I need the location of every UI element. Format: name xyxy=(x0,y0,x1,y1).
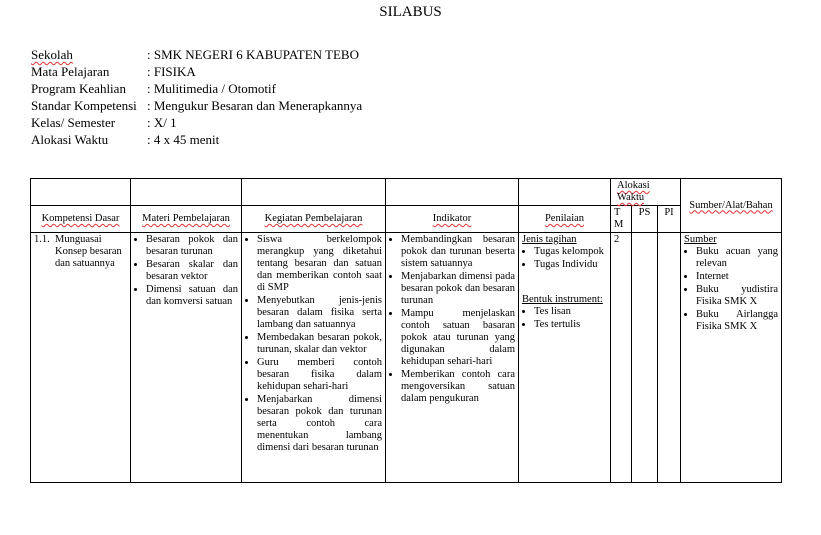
info-row: Mata Pelajaran : FISIKA xyxy=(31,64,196,79)
header-ps: PS xyxy=(632,206,658,233)
header-sumber: Sumber/Alat/Bahan xyxy=(681,179,782,233)
cell-sumber: Sumber • Buku acuan yang relevan • Internet • Buku yudistira Fisika SMK X • Buku Airlangga Fisika SMK X xyxy=(681,233,782,483)
header-indikator: Indikator xyxy=(386,206,519,233)
info-row: Kelas/ Semester : X/ 1 xyxy=(31,115,177,130)
cell-kd xyxy=(31,233,131,483)
info-row: Standar Kompetensi : Mengukur Besaran dan Menerapkannya xyxy=(31,98,363,113)
header-kd: Kompetensi Dasar xyxy=(31,206,131,233)
header-tm: T M xyxy=(611,206,632,233)
kd-text: Munguasai Konsep besaran dan satuannya xyxy=(55,234,122,269)
document-title: SILABUS xyxy=(379,4,442,20)
kd-number: 1.1. xyxy=(34,234,50,245)
header-pi: PI xyxy=(658,206,681,233)
cell-indikator: • Membandingkan besaran pokok dan turunan beserta sistem satuannya • Menjabarkan dimensi pada besaran pokok dan besaran turunan • Mampu menjelaskan contoh satuan basaran pokok atau turunan yang digunakan dalam kehidupan sehari-hari • Memberikan contoh cara mengoversikan satuan dalam pengukuran xyxy=(386,233,519,483)
cell-pi xyxy=(658,233,681,483)
cell-penilaian: Jenis tagihan • Tugas kelompok • Tugas Individu Bentuk instrument: • Tes lisan • Tes tertulis xyxy=(519,233,611,483)
header-kegiatan: Kegiatan Pembelajaran xyxy=(242,206,386,233)
header-penilaian: Penilaian xyxy=(519,206,611,233)
info-row: Sekolah : SMK NEGERI 6 KABUPATEN TEBO xyxy=(31,47,359,62)
info-row: Alokasi Waktu : 4 x 45 menit xyxy=(31,132,220,147)
info-row: Program Keahlian : Mulitimedia / Otomotif xyxy=(31,81,276,96)
cell-ps xyxy=(632,233,658,483)
header-materi: Materi Pembelajaran xyxy=(131,206,242,233)
cell-tm: 2 xyxy=(611,233,632,483)
cell-materi: • Besaran pokok dan besaran turunan • Besaran skalar dan besaran vektor • Dimensi satuan dan dan komversi satuan xyxy=(131,233,242,483)
kd-wrap xyxy=(34,234,127,270)
header-alokasi: Alokasi Waktu xyxy=(611,179,681,206)
cell-kegiatan: • Siswa berkelompok merangkup yang diketahui tentang besaran dan satuan dan memberikan contoh saat di SMP • Menyebutkan jenis-jenis besaran dalam fisika serta lambang dan satuannya • Membedakan besaran pokok, turunan, skalar dan vektor • Guru memberi contoh besaran fisika dalam kehidupan sehari-hari • Menjabarkan dimensi besaran pokok dan turunan serta contoh cara menentukan lambang dimensi dari besaran turunan xyxy=(242,233,386,483)
info-block xyxy=(31,47,362,149)
syllabus-table xyxy=(30,178,782,483)
